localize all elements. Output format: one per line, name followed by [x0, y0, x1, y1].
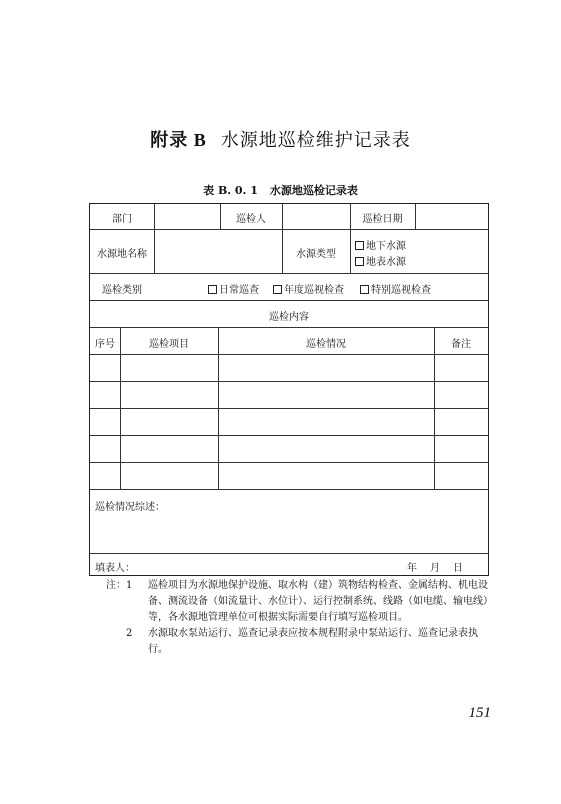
appendix-title [0, 126, 561, 152]
row-divider [90, 489, 488, 490]
col-divider [154, 204, 155, 229]
row-divider [90, 435, 488, 436]
row-divider [90, 462, 488, 463]
note-item [106, 626, 492, 658]
source-type-label: 水源类型 [296, 249, 336, 260]
daily-inspection-option[interactable]: 日常巡查 [208, 281, 259, 296]
checkbox-icon[interactable] [355, 241, 364, 250]
inspection-category-label: 巡检类别 [102, 285, 142, 296]
note-prefix: 注： [106, 580, 126, 591]
annual-inspection-option[interactable]: 年度巡视检查 [273, 281, 344, 296]
notes [106, 578, 492, 658]
date-month: 月 [430, 563, 440, 574]
note-item [106, 578, 492, 626]
source-name-label: 水源地名称 [97, 249, 147, 260]
col-divider [282, 204, 283, 229]
summary-label: 巡检情况综述： [95, 502, 165, 513]
col-header-status: 巡检情况 [306, 339, 346, 350]
col-header-serial: 序号 [95, 339, 115, 350]
row-divider [90, 381, 488, 382]
row-divider [90, 300, 488, 301]
page-number: 151 [468, 705, 491, 721]
note-number: 1 [126, 580, 133, 591]
filler-label: 填表人： [95, 563, 135, 574]
department-label: 部门 [112, 214, 132, 225]
note-number: 2 [126, 628, 133, 639]
table-number: 表 B. 0. 1 [203, 184, 258, 197]
table-title: 水源地巡检记录表 [269, 184, 358, 197]
date-year: 年 [407, 563, 417, 574]
col-divider [434, 327, 435, 489]
inspection-record-form [89, 203, 489, 576]
col-divider [415, 204, 416, 229]
inspection-content-header: 巡检内容 [269, 312, 309, 323]
col-divider [120, 327, 121, 489]
inspection-date-label: 巡检日期 [362, 214, 403, 225]
row-divider [90, 408, 488, 409]
surface-water-option[interactable]: 地表水源 [355, 253, 406, 268]
date-day: 日 [453, 563, 463, 574]
note-text: 水源取水泵站运行、巡查记录表应按本规程附录中泵站运行、巡查记录表执行。 [148, 628, 478, 655]
row-divider [90, 354, 488, 355]
checkbox-icon[interactable] [360, 285, 369, 294]
note-text: 巡检项目为水源地保护设施、取水构（建）筑物结构检查、金属结构、机电设备、测流设备（如流量计、水位计）、运行控制系统、线路（如电缆、输电线）等，各水源地管理单位可根据实际需要自行填写巡检项目。 [148, 580, 488, 623]
col-divider [154, 229, 155, 273]
row-divider [90, 327, 488, 328]
col-divider [350, 229, 351, 273]
inspector-label: 巡检人 [236, 214, 266, 225]
row-divider [90, 553, 488, 554]
checkbox-icon[interactable] [208, 285, 217, 294]
groundwater-option[interactable]: 地下水源 [355, 237, 406, 252]
appendix-name: 水源地巡检维护记录表 [220, 130, 411, 151]
col-header-remarks: 备注 [451, 339, 471, 350]
special-inspection-option[interactable]: 特别巡视检查 [360, 281, 431, 296]
table-caption [0, 182, 561, 198]
row-divider [90, 229, 488, 230]
checkbox-icon[interactable] [355, 257, 364, 266]
col-header-item: 巡检项目 [149, 339, 189, 350]
checkbox-icon[interactable] [273, 285, 282, 294]
appendix-code: 附录 B [150, 130, 207, 150]
col-divider [218, 327, 219, 489]
row-divider [90, 273, 488, 274]
